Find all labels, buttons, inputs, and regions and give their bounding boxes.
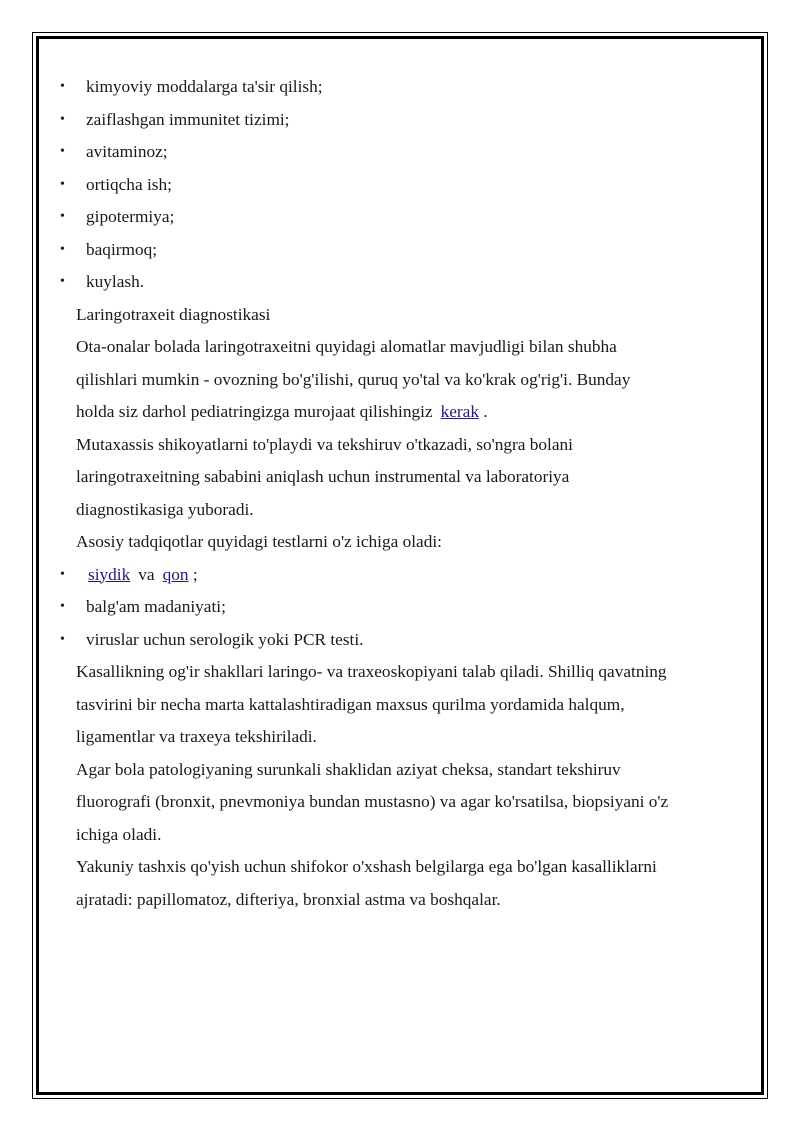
list-item-text: zaiflashgan immunitet tizimi; (86, 109, 290, 129)
list-item (60, 104, 730, 137)
risk-factor-list (60, 71, 730, 299)
list-item (60, 71, 730, 104)
paragraph-line: Mutaxassis shikoyatlarni to'playdi va tekshiruv o'tkazadi, so'ngra bolani (76, 434, 573, 454)
conjunction-text: va (138, 564, 155, 584)
list-item-text: gipotermiya; (86, 207, 175, 226)
paragraph-line: Yakuniy tashxis qo'yish uchun shifokor o'xshash belgilarga ega bo'lgan kasalliklarni (76, 857, 657, 876)
list-item (60, 169, 730, 202)
kerak-link[interactable]: kerak (440, 402, 479, 421)
paragraph-line: Kasallikning og'ir shakllari laringo- va traxeoskopiyani talab qiladi. Shilliq qavatning (76, 662, 667, 681)
paragraph-line (60, 396, 730, 429)
list-item-text: baqirmoq; (86, 239, 158, 259)
tests-list (60, 559, 730, 657)
paragraph-line: ichiga oladi. (76, 824, 162, 844)
paragraph-final-diagnosis (60, 851, 730, 916)
bullet-icon: • (60, 111, 65, 127)
paragraph-symptoms (60, 331, 730, 429)
bullet-icon: • (60, 274, 65, 289)
paragraph-line: Agar bola patologiyaning surunkali shaklidan aziyat cheksa, standart tekshiruv (76, 759, 621, 779)
list-item-text: kimyoviy moddalarga ta'sir qilish; (86, 77, 323, 96)
list-item (60, 136, 730, 169)
paragraph-line: ligamentlar va traxeya tekshiriladi. (76, 727, 317, 746)
paragraph-tests-intro: Asosiy tadqiqotlar quyidagi testlarni o'z ichiga oladi: (76, 532, 442, 551)
paragraph-line: ajratadi: papillomatoz, difteriya, bronxial astma va boshqalar. (76, 889, 501, 909)
list-item-text: viruslar uchun serologik yoki PCR testi. (86, 629, 364, 649)
qon-link[interactable]: qon (162, 564, 189, 584)
paragraph-period: . (483, 402, 488, 421)
bullet-icon: • (60, 209, 65, 224)
paragraph-line: diagnostikasiga yuboradi. (76, 499, 254, 519)
siydik-link[interactable]: siydik (88, 564, 131, 584)
bullet-icon: • (60, 599, 65, 614)
paragraph-chronic (60, 754, 730, 852)
list-item (60, 591, 730, 624)
bullet-icon: • (60, 631, 65, 647)
list-item-punct: ; (192, 564, 198, 584)
list-item (60, 201, 730, 234)
paragraph-line: tasvirini bir necha marta kattalashtiradigan maxsus qurilma yordamida halqum, (76, 694, 625, 714)
bullet-icon: • (60, 566, 65, 582)
bullet-icon: • (60, 144, 65, 159)
list-item (60, 624, 730, 657)
bullet-icon: • (60, 79, 65, 94)
list-item-text: ortiqcha ish; (86, 174, 172, 194)
paragraph-line: qilishlari mumkin - ovozning bo'g'ilishi, quruq yo'tal va ko'krak og'rig'i. Bunday (76, 369, 631, 389)
paragraph-specialist (60, 429, 730, 527)
list-item (60, 234, 730, 267)
paragraph-severe-forms (60, 656, 730, 754)
list-item-text: balg'am madaniyati; (86, 597, 226, 616)
list-item-text: kuylash. (86, 272, 145, 291)
bullet-icon: • (60, 176, 65, 192)
bullet-icon: • (60, 241, 65, 257)
list-item (60, 266, 730, 299)
list-item (60, 559, 730, 592)
paragraph-line: fluorografi (bronxit, pnevmoniya bundan mustasno) va agar ko'rsatilsa, biopsiyani o'z (76, 792, 669, 811)
section-heading: Laringotraxeit diagnostikasi (76, 304, 271, 324)
paragraph-text: holda siz darhol pediatringizga murojaat qilishingiz (76, 402, 433, 421)
document-body (60, 71, 730, 916)
paragraph-line: laringotraxeitning sababini aniqlash uchun instrumental va laboratoriya (76, 467, 570, 486)
paragraph-line: Ota-onalar bolada laringotraxeitni quyidagi alomatlar mavjudligi bilan shubha (76, 337, 617, 356)
list-item-text: avitaminoz; (86, 142, 168, 161)
